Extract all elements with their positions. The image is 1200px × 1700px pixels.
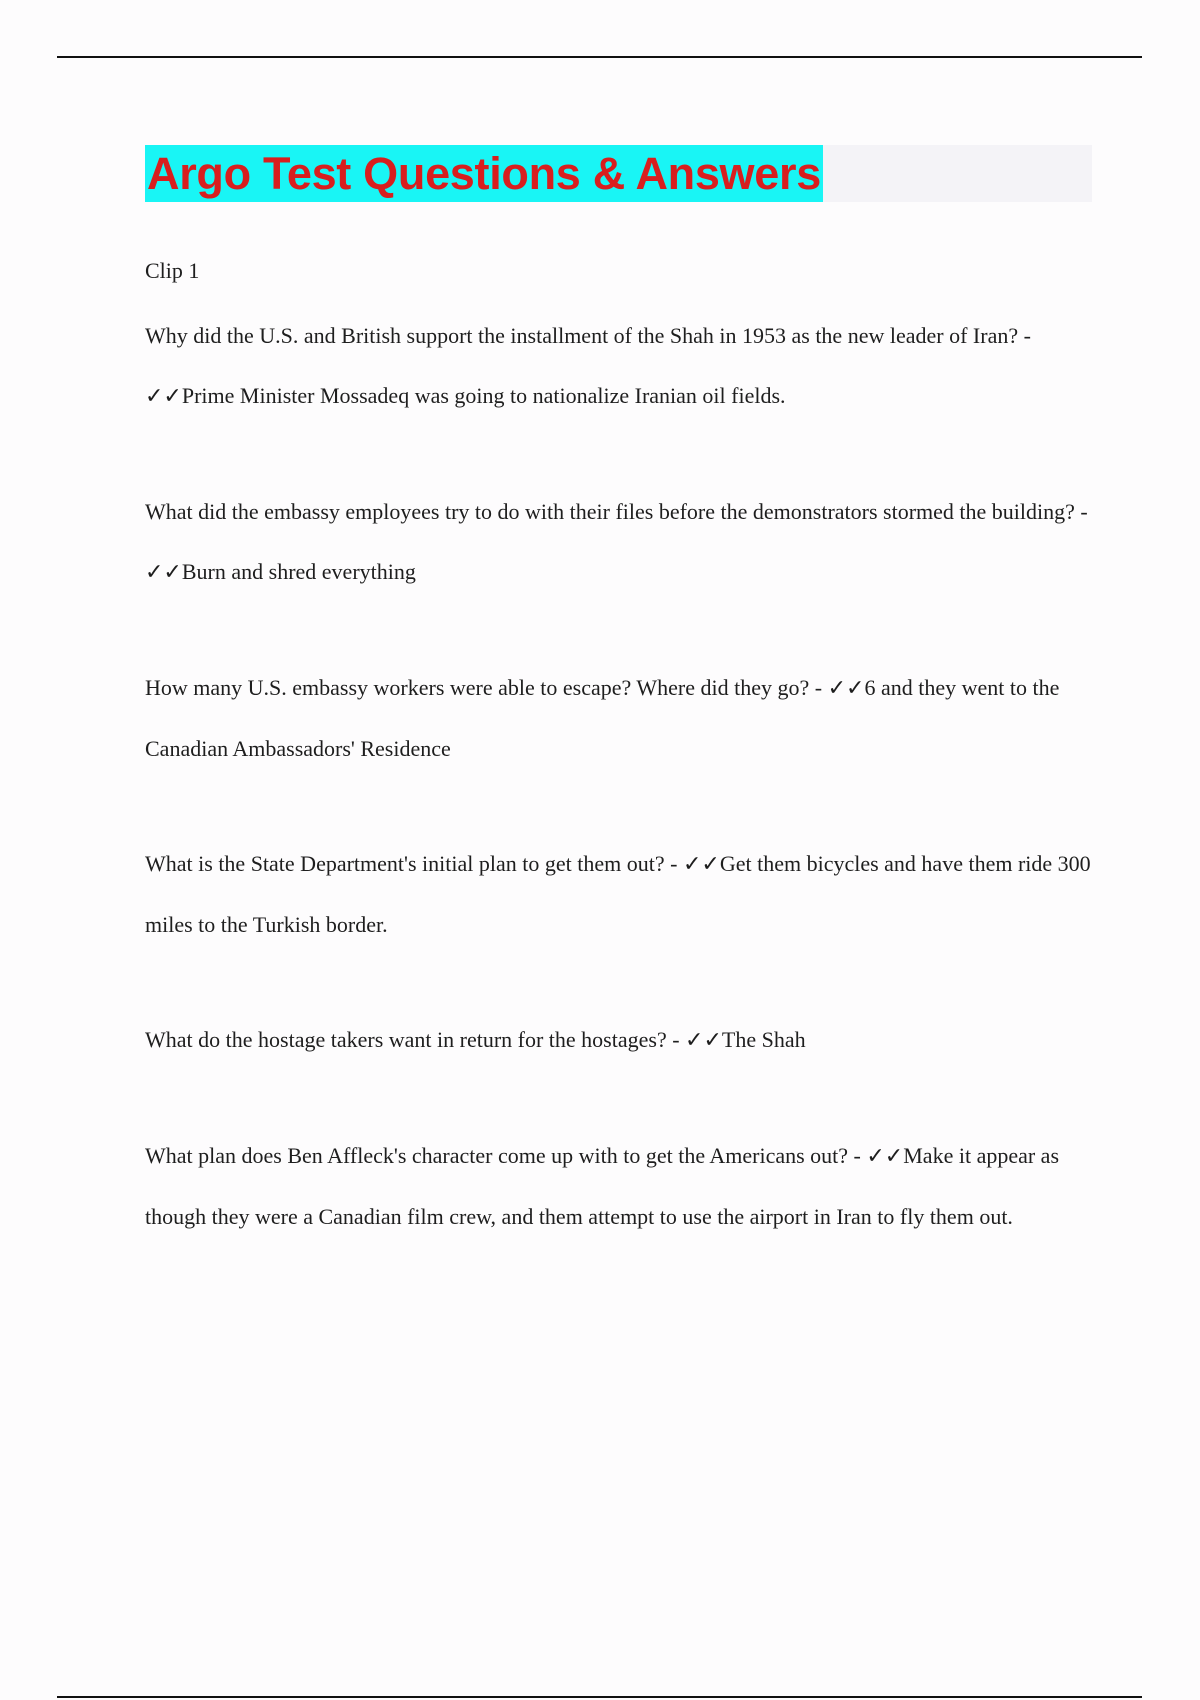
- separator: -: [1074, 499, 1088, 524]
- double-check-icon: ✓✓: [145, 384, 182, 409]
- title-highlight: [145, 145, 823, 202]
- qa-item: [145, 306, 1095, 427]
- separator: -: [1018, 323, 1031, 348]
- double-check-icon: ✓✓: [827, 676, 865, 701]
- answer-text: Get them bicycles and have them ride 300 miles to the Turkish border.: [145, 851, 1091, 937]
- question-text: What do the hostage takers want in return for the hostages?: [145, 1027, 667, 1052]
- answer-text: Make it appear as though they were a Canadian film crew, and them attempt to use the airport in Iran to fly them out.: [145, 1143, 1060, 1229]
- separator: -: [664, 851, 683, 876]
- qa-item: [145, 834, 1095, 955]
- bottom-rule: [57, 1696, 1142, 1698]
- answer-text: Burn and shred everything: [181, 559, 416, 584]
- double-check-icon: ✓✓: [145, 560, 182, 585]
- top-rule: [57, 56, 1142, 58]
- separator: -: [809, 675, 828, 700]
- qa-item: [145, 482, 1095, 603]
- double-check-icon: ✓✓: [685, 1028, 722, 1053]
- document-title: Argo Test Questions & Answers: [147, 148, 821, 199]
- section-label: Clip 1: [145, 258, 200, 283]
- double-check-icon: ✓✓: [866, 1144, 904, 1169]
- answer-text: Prime Minister Mossadeq was going to nationalize Iranian oil fields.: [181, 383, 786, 408]
- double-check-icon: ✓✓: [682, 852, 720, 877]
- question-text: Why did the U.S. and British support the installment of the Shah in 1953 as the new leader of Iran?: [145, 323, 1019, 348]
- qa-item: [145, 1126, 1095, 1247]
- qa-item: [145, 1010, 1095, 1071]
- separator: -: [848, 1143, 867, 1168]
- question-text: What did the embassy employees try to do with their files before the demonstrators stormed the building?: [145, 499, 1075, 524]
- separator: -: [666, 1027, 686, 1052]
- answer-text: The Shah: [721, 1027, 806, 1052]
- question-text: What plan does Ben Affleck's character come up with to get the Americans out?: [145, 1143, 849, 1168]
- question-text: What is the State Department's initial plan to get them out?: [145, 851, 665, 876]
- qa-item: [145, 658, 1095, 779]
- question-text: How many U.S. embassy workers were able to escape? Where did they go?: [145, 675, 810, 700]
- answer-text: 6 and they went to the Canadian Ambassadors' Residence: [145, 675, 1060, 761]
- document-body: [145, 252, 1095, 1302]
